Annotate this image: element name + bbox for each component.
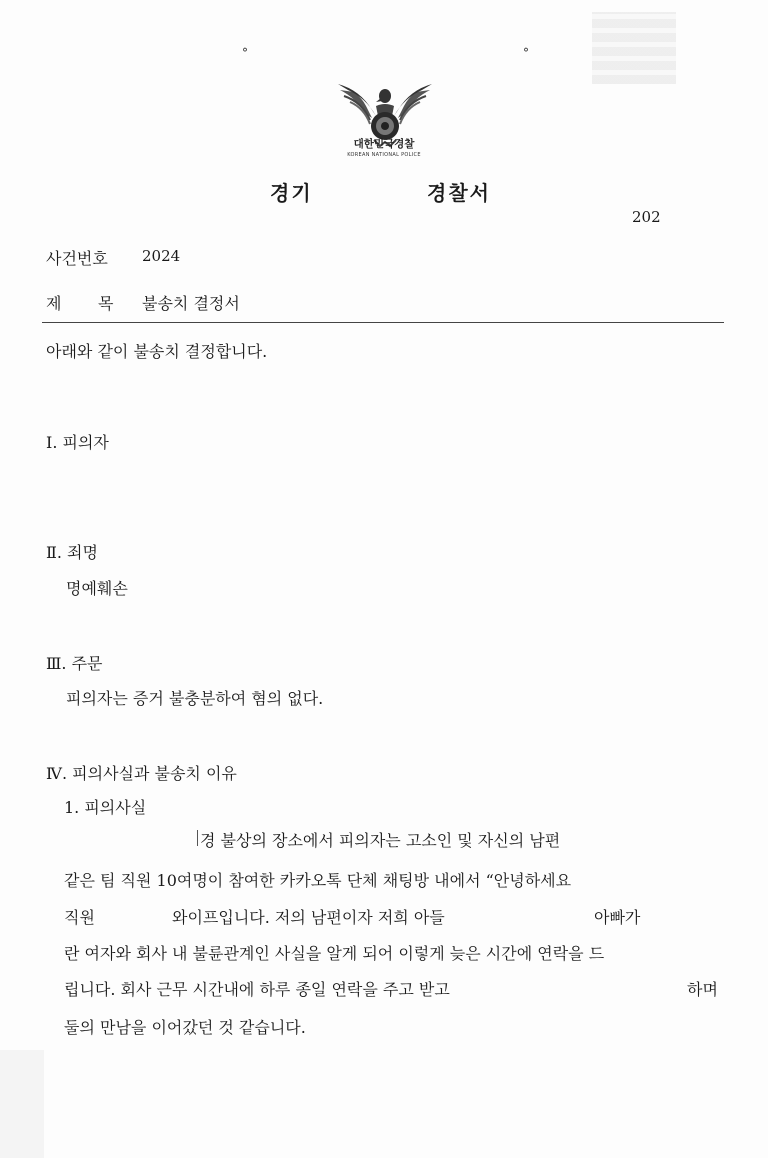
subject-label-char2: 목	[98, 294, 114, 313]
case-number-value: 2024	[142, 247, 181, 265]
divider-line	[42, 322, 724, 323]
fact-line-2: 같은 팀 직원 10여명이 참여한 카카오톡 단체 채팅방 내에서 “안녕하세요	[64, 871, 572, 890]
document-number: 202	[632, 208, 661, 226]
fact-line-5b: 하며	[687, 980, 718, 999]
fact-line-3b: 와이프입니다. 저의 남편이자 저희 아들	[172, 908, 445, 927]
section-1-title: Ⅰ. 피의자	[46, 433, 109, 452]
section-3-body: 피의자는 증거 불충분하여 혐의 없다.	[66, 689, 324, 708]
section-4-title: Ⅳ. 피의사실과 불송치 이유	[46, 764, 237, 783]
redacted-stamp-area	[592, 12, 676, 84]
org-name-korean: 대한민국경찰	[353, 138, 415, 150]
section-4-subtitle: 1. 피의사실	[64, 798, 147, 817]
fact-line-3a: 직원	[64, 908, 95, 927]
dot-mark-left: °	[242, 46, 248, 60]
fact-line-6: 둘의 만남을 이어갔던 것 같습니다.	[64, 1018, 306, 1037]
fact-line-5a: 립니다. 회사 근무 시간내에 하루 종일 연락을 주고 받고	[64, 980, 450, 999]
section-3-title: Ⅲ. 주문	[46, 654, 103, 673]
section-2-title: Ⅱ. 죄명	[46, 543, 98, 562]
redaction-edge-mark	[197, 830, 198, 846]
org-name-english: KOREAN NATIONAL POLICE	[347, 152, 421, 158]
subject-label-char1: 제	[46, 294, 62, 313]
fact-line-4: 란 여자와 회사 내 불륜관계인 사실을 알게 되어 이렇게 늦은 시간에 연락을 드	[64, 944, 605, 963]
section-2-body: 명예훼손	[66, 579, 128, 598]
dot-mark-right: °	[523, 46, 529, 60]
scan-edge-shade	[0, 1050, 44, 1158]
fact-line-1: 경 불상의 장소에서 피의자는 고소인 및 자신의 남편	[200, 831, 561, 850]
title-province: 경기	[270, 181, 313, 205]
title-station: 경찰서	[427, 181, 491, 205]
case-number-label: 사건번호	[46, 249, 108, 268]
intro-text: 아래와 같이 불송치 결정합니다.	[46, 342, 268, 361]
fact-line-3c: 아빠가	[594, 908, 641, 927]
subject-value: 불송치 결정서	[142, 294, 240, 313]
